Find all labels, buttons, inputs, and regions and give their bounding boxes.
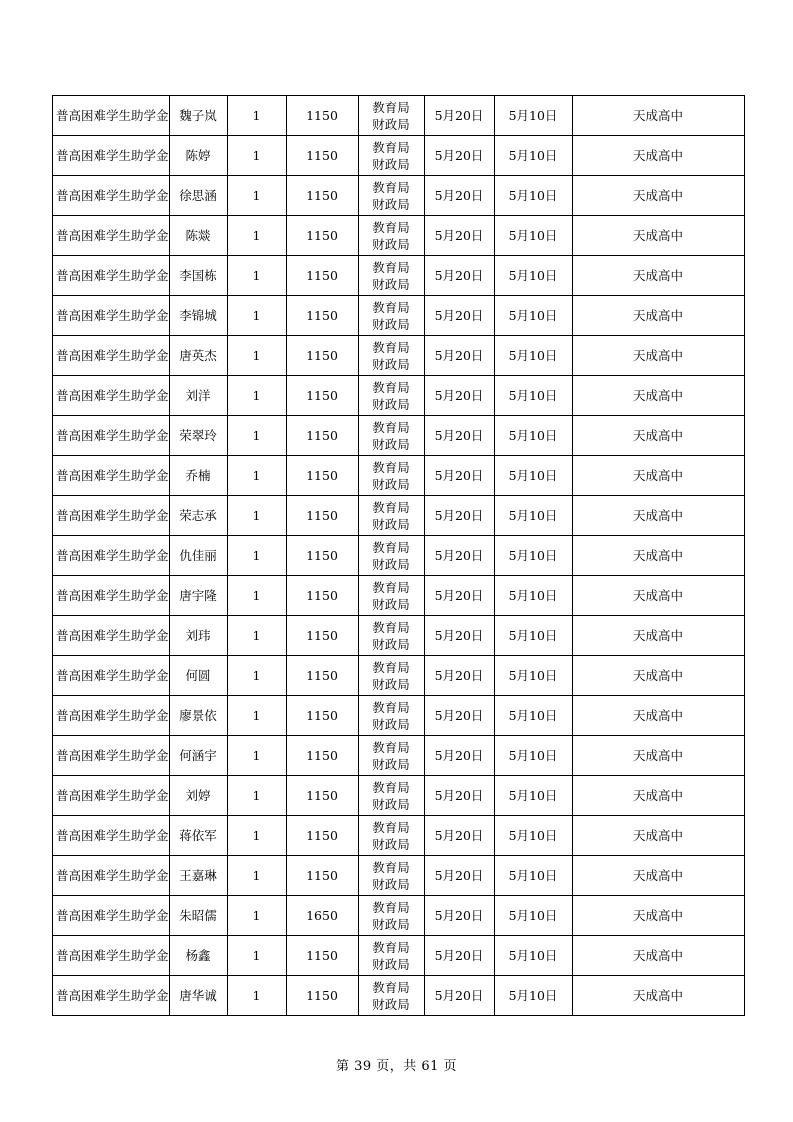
department-label: 教育局财政局 <box>372 299 410 332</box>
table-row <box>53 816 745 856</box>
name-cell: 廖景依 <box>169 696 227 736</box>
date-cell: 5月20日 <box>424 456 494 496</box>
department-label: 教育局财政局 <box>372 179 410 212</box>
department-cell <box>358 416 424 456</box>
name-cell: 荣翠玲 <box>169 416 227 456</box>
date-cell: 5月10日 <box>494 696 572 736</box>
data-table <box>52 95 745 1016</box>
count-cell: 1 <box>227 776 286 816</box>
department-label: 教育局财政局 <box>372 499 410 532</box>
amount-cell: 1150 <box>286 256 358 296</box>
table-row <box>53 136 745 176</box>
department-label: 教育局财政局 <box>372 139 410 172</box>
school-cell: 天成高中 <box>572 136 744 176</box>
name-cell: 李锦城 <box>169 296 227 336</box>
table-row <box>53 456 745 496</box>
date-cell: 5月20日 <box>424 416 494 456</box>
amount-cell: 1150 <box>286 136 358 176</box>
table-row <box>53 776 745 816</box>
date-cell: 5月10日 <box>494 456 572 496</box>
date-cell: 5月20日 <box>424 376 494 416</box>
item-cell: 普高困难学生助学金 <box>53 256 170 296</box>
amount-cell: 1150 <box>286 616 358 656</box>
count-cell: 1 <box>227 496 286 536</box>
name-cell: 陈燚 <box>169 216 227 256</box>
department-label: 教育局财政局 <box>372 339 410 372</box>
school-cell: 天成高中 <box>572 256 744 296</box>
count-cell: 1 <box>227 216 286 256</box>
date-cell: 5月10日 <box>494 936 572 976</box>
count-cell: 1 <box>227 576 286 616</box>
school-cell: 天成高中 <box>572 616 744 656</box>
item-cell: 普高困难学生助学金 <box>53 736 170 776</box>
date-cell: 5月20日 <box>424 216 494 256</box>
date-cell: 5月20日 <box>424 856 494 896</box>
department-label: 教育局财政局 <box>372 219 410 252</box>
school-cell: 天成高中 <box>572 496 744 536</box>
date-cell: 5月10日 <box>494 216 572 256</box>
date-cell: 5月20日 <box>424 736 494 776</box>
department-cell <box>358 456 424 496</box>
name-cell: 唐英杰 <box>169 336 227 376</box>
date-cell: 5月10日 <box>494 296 572 336</box>
department-label: 教育局财政局 <box>372 699 410 732</box>
amount-cell: 1150 <box>286 776 358 816</box>
amount-cell: 1150 <box>286 656 358 696</box>
department-label: 教育局财政局 <box>372 379 410 412</box>
department-label: 教育局财政局 <box>372 739 410 772</box>
count-cell: 1 <box>227 336 286 376</box>
amount-cell: 1150 <box>286 536 358 576</box>
table-row <box>53 416 745 456</box>
table-row <box>53 216 745 256</box>
name-cell: 唐华诚 <box>169 976 227 1016</box>
amount-cell: 1150 <box>286 336 358 376</box>
department-label: 教育局财政局 <box>372 539 410 572</box>
date-cell: 5月10日 <box>494 896 572 936</box>
count-cell: 1 <box>227 96 286 136</box>
date-cell: 5月20日 <box>424 576 494 616</box>
count-cell: 1 <box>227 176 286 216</box>
department-label: 教育局财政局 <box>372 579 410 612</box>
name-cell: 陈婷 <box>169 136 227 176</box>
date-cell: 5月20日 <box>424 336 494 376</box>
date-cell: 5月20日 <box>424 936 494 976</box>
name-cell: 荣志承 <box>169 496 227 536</box>
department-label: 教育局财政局 <box>372 979 410 1012</box>
table-row <box>53 96 745 136</box>
count-cell: 1 <box>227 896 286 936</box>
date-cell: 5月10日 <box>494 856 572 896</box>
table-row <box>53 376 745 416</box>
department-cell <box>358 536 424 576</box>
table-row <box>53 296 745 336</box>
item-cell: 普高困难学生助学金 <box>53 696 170 736</box>
date-cell: 5月10日 <box>494 136 572 176</box>
item-cell: 普高困难学生助学金 <box>53 816 170 856</box>
page-footer: 第 39 页，共 61 页 <box>335 1059 458 1074</box>
date-cell: 5月20日 <box>424 616 494 656</box>
date-cell: 5月20日 <box>424 256 494 296</box>
count-cell: 1 <box>227 736 286 776</box>
department-label: 教育局财政局 <box>372 419 410 452</box>
date-cell: 5月10日 <box>494 656 572 696</box>
item-cell: 普高困难学生助学金 <box>53 336 170 376</box>
amount-cell: 1150 <box>286 976 358 1016</box>
name-cell: 徐思涵 <box>169 176 227 216</box>
name-cell: 何涵宇 <box>169 736 227 776</box>
item-cell: 普高困难学生助学金 <box>53 536 170 576</box>
school-cell: 天成高中 <box>572 816 744 856</box>
date-cell: 5月10日 <box>494 616 572 656</box>
school-cell: 天成高中 <box>572 416 744 456</box>
department-cell <box>358 96 424 136</box>
school-cell: 天成高中 <box>572 736 744 776</box>
department-cell <box>358 576 424 616</box>
table-row <box>53 936 745 976</box>
name-cell: 唐宇隆 <box>169 576 227 616</box>
amount-cell: 1150 <box>286 296 358 336</box>
table-body <box>53 96 745 1016</box>
department-cell <box>358 216 424 256</box>
count-cell: 1 <box>227 256 286 296</box>
school-cell: 天成高中 <box>572 296 744 336</box>
count-cell: 1 <box>227 976 286 1016</box>
date-cell: 5月10日 <box>494 96 572 136</box>
department-cell <box>358 776 424 816</box>
school-cell: 天成高中 <box>572 656 744 696</box>
item-cell: 普高困难学生助学金 <box>53 296 170 336</box>
name-cell: 乔楠 <box>169 456 227 496</box>
item-cell: 普高困难学生助学金 <box>53 936 170 976</box>
department-cell <box>358 976 424 1016</box>
name-cell: 刘洋 <box>169 376 227 416</box>
amount-cell: 1150 <box>286 216 358 256</box>
name-cell: 朱昭儒 <box>169 896 227 936</box>
department-cell <box>358 896 424 936</box>
item-cell: 普高困难学生助学金 <box>53 856 170 896</box>
item-cell: 普高困难学生助学金 <box>53 776 170 816</box>
department-label: 教育局财政局 <box>372 99 410 132</box>
name-cell: 魏子岚 <box>169 96 227 136</box>
date-cell: 5月10日 <box>494 336 572 376</box>
department-label: 教育局财政局 <box>372 659 410 692</box>
school-cell: 天成高中 <box>572 776 744 816</box>
department-cell <box>358 296 424 336</box>
name-cell: 王嘉琳 <box>169 856 227 896</box>
table-row <box>53 696 745 736</box>
department-label: 教育局财政局 <box>372 459 410 492</box>
department-cell <box>358 336 424 376</box>
count-cell: 1 <box>227 936 286 976</box>
department-cell <box>358 856 424 896</box>
date-cell: 5月10日 <box>494 416 572 456</box>
amount-cell: 1150 <box>286 496 358 536</box>
table-row <box>53 856 745 896</box>
date-cell: 5月20日 <box>424 816 494 856</box>
table-row <box>53 256 745 296</box>
department-cell <box>358 696 424 736</box>
department-cell <box>358 496 424 536</box>
department-cell <box>358 136 424 176</box>
table-row <box>53 736 745 776</box>
school-cell: 天成高中 <box>572 576 744 616</box>
item-cell: 普高困难学生助学金 <box>53 176 170 216</box>
department-label: 教育局财政局 <box>372 779 410 812</box>
date-cell: 5月10日 <box>494 816 572 856</box>
school-cell: 天成高中 <box>572 856 744 896</box>
item-cell: 普高困难学生助学金 <box>53 456 170 496</box>
count-cell: 1 <box>227 296 286 336</box>
amount-cell: 1150 <box>286 456 358 496</box>
date-cell: 5月10日 <box>494 976 572 1016</box>
date-cell: 5月20日 <box>424 136 494 176</box>
date-cell: 5月10日 <box>494 376 572 416</box>
table-row <box>53 536 745 576</box>
count-cell: 1 <box>227 416 286 456</box>
date-cell: 5月10日 <box>494 576 572 616</box>
name-cell: 刘婷 <box>169 776 227 816</box>
date-cell: 5月10日 <box>494 736 572 776</box>
amount-cell: 1150 <box>286 576 358 616</box>
school-cell: 天成高中 <box>572 336 744 376</box>
date-cell: 5月20日 <box>424 296 494 336</box>
date-cell: 5月20日 <box>424 536 494 576</box>
count-cell: 1 <box>227 856 286 896</box>
date-cell: 5月20日 <box>424 496 494 536</box>
date-cell: 5月10日 <box>494 176 572 216</box>
department-label: 教育局财政局 <box>372 619 410 652</box>
table-row <box>53 656 745 696</box>
department-label: 教育局财政局 <box>372 939 410 972</box>
table-row <box>53 616 745 656</box>
name-cell: 仇佳丽 <box>169 536 227 576</box>
table-row <box>53 496 745 536</box>
item-cell: 普高困难学生助学金 <box>53 136 170 176</box>
date-cell: 5月20日 <box>424 776 494 816</box>
school-cell: 天成高中 <box>572 896 744 936</box>
school-cell: 天成高中 <box>572 376 744 416</box>
amount-cell: 1150 <box>286 816 358 856</box>
department-cell <box>358 656 424 696</box>
item-cell: 普高困难学生助学金 <box>53 96 170 136</box>
school-cell: 天成高中 <box>572 536 744 576</box>
amount-cell: 1150 <box>286 96 358 136</box>
name-cell: 李国栋 <box>169 256 227 296</box>
department-cell <box>358 736 424 776</box>
name-cell: 何圆 <box>169 656 227 696</box>
amount-cell: 1150 <box>286 376 358 416</box>
department-cell <box>358 256 424 296</box>
amount-cell: 1650 <box>286 896 358 936</box>
amount-cell: 1150 <box>286 696 358 736</box>
amount-cell: 1150 <box>286 856 358 896</box>
date-cell: 5月10日 <box>494 536 572 576</box>
department-label: 教育局财政局 <box>372 819 410 852</box>
school-cell: 天成高中 <box>572 456 744 496</box>
count-cell: 1 <box>227 376 286 416</box>
school-cell: 天成高中 <box>572 976 744 1016</box>
date-cell: 5月10日 <box>494 776 572 816</box>
school-cell: 天成高中 <box>572 936 744 976</box>
count-cell: 1 <box>227 656 286 696</box>
department-cell <box>358 176 424 216</box>
count-cell: 1 <box>227 616 286 656</box>
school-cell: 天成高中 <box>572 696 744 736</box>
count-cell: 1 <box>227 456 286 496</box>
item-cell: 普高困难学生助学金 <box>53 576 170 616</box>
item-cell: 普高困难学生助学金 <box>53 496 170 536</box>
date-cell: 5月10日 <box>494 256 572 296</box>
date-cell: 5月20日 <box>424 696 494 736</box>
item-cell: 普高困难学生助学金 <box>53 416 170 456</box>
count-cell: 1 <box>227 536 286 576</box>
table-row <box>53 896 745 936</box>
school-cell: 天成高中 <box>572 216 744 256</box>
department-cell <box>358 616 424 656</box>
item-cell: 普高困难学生助学金 <box>53 616 170 656</box>
department-label: 教育局财政局 <box>372 899 410 932</box>
date-cell: 5月20日 <box>424 656 494 696</box>
department-label: 教育局财政局 <box>372 859 410 892</box>
department-cell <box>358 816 424 856</box>
name-cell: 杨鑫 <box>169 936 227 976</box>
table-row <box>53 976 745 1016</box>
name-cell: 刘玮 <box>169 616 227 656</box>
department-cell <box>358 936 424 976</box>
amount-cell: 1150 <box>286 736 358 776</box>
date-cell: 5月20日 <box>424 96 494 136</box>
department-label: 教育局财政局 <box>372 259 410 292</box>
date-cell: 5月20日 <box>424 176 494 216</box>
amount-cell: 1150 <box>286 176 358 216</box>
name-cell: 蒋依军 <box>169 816 227 856</box>
count-cell: 1 <box>227 816 286 856</box>
table-row <box>53 336 745 376</box>
department-cell <box>358 376 424 416</box>
amount-cell: 1150 <box>286 936 358 976</box>
item-cell: 普高困难学生助学金 <box>53 656 170 696</box>
item-cell: 普高困难学生助学金 <box>53 216 170 256</box>
item-cell: 普高困难学生助学金 <box>53 976 170 1016</box>
school-cell: 天成高中 <box>572 96 744 136</box>
date-cell: 5月20日 <box>424 896 494 936</box>
table-row <box>53 576 745 616</box>
item-cell: 普高困难学生助学金 <box>53 896 170 936</box>
amount-cell: 1150 <box>286 416 358 456</box>
date-cell: 5月20日 <box>424 976 494 1016</box>
count-cell: 1 <box>227 136 286 176</box>
table-row <box>53 176 745 216</box>
count-cell: 1 <box>227 696 286 736</box>
date-cell: 5月10日 <box>494 496 572 536</box>
school-cell: 天成高中 <box>572 176 744 216</box>
item-cell: 普高困难学生助学金 <box>53 376 170 416</box>
